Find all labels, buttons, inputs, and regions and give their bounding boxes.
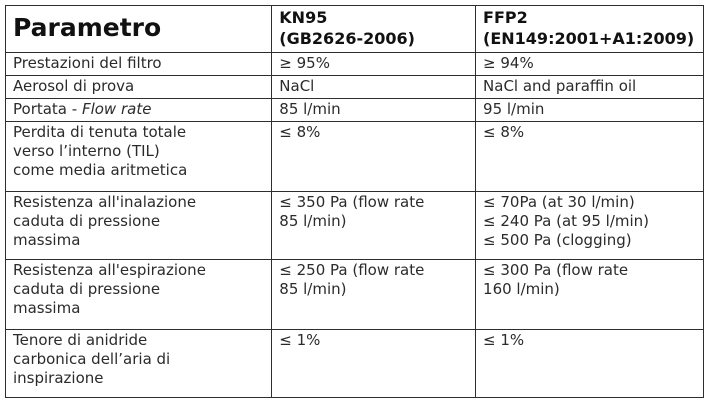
row-param: Resistenza all'inalazione caduta di pressione massima (6, 192, 272, 260)
header-param: Parametro (6, 6, 272, 53)
header-kn95: KN95 (GB2626-2006) (272, 6, 476, 53)
table-row (6, 192, 704, 260)
row-param: Tenore di anidride carbonica dell’aria di inspirazione (6, 330, 272, 398)
row-kn95: ≤ 1% (272, 330, 476, 398)
row-kn95: ≤ 350 Pa (flow rate 85 l/min) (272, 192, 476, 260)
table-row (6, 330, 704, 398)
row-kn95: 85 l/min (272, 99, 476, 122)
row-kn95: ≤ 8% (272, 122, 476, 192)
table-row (6, 76, 704, 99)
table-header-row (6, 6, 704, 53)
row-kn95: NaCl (272, 76, 476, 99)
row-param: Perdita di tenuta totale verso l’interno (TIL) come media aritmetica (6, 122, 272, 192)
row-ffp2: ≤ 70Pa (at 30 l/min) ≤ 240 Pa (at 95 l/min) ≤ 500 Pa (clogging) (476, 192, 704, 260)
row-ffp2: NaCl and paraffin oil (476, 76, 704, 99)
table-row (6, 260, 704, 330)
header-ffp2: FFP2 (EN149:2001+A1:2009) (476, 6, 704, 53)
table-row (6, 53, 704, 76)
row-ffp2: 95 l/min (476, 99, 704, 122)
row-param-main: Portata - (13, 100, 82, 118)
row-param: Prestazioni del filtro (6, 53, 272, 76)
table-row (6, 99, 704, 122)
row-param: Resistenza all'espirazione caduta di pressione massima (6, 260, 272, 330)
row-ffp2: ≤ 300 Pa (flow rate 160 l/min) (476, 260, 704, 330)
row-param-italic: Flow rate (81, 100, 152, 118)
row-ffp2: ≤ 8% (476, 122, 704, 192)
row-kn95: ≤ 250 Pa (flow rate 85 l/min) (272, 260, 476, 330)
row-param: Aerosol di prova (6, 76, 272, 99)
row-param (6, 99, 272, 122)
row-ffp2: ≥ 94% (476, 53, 704, 76)
table-row (6, 122, 704, 192)
row-kn95: ≥ 95% (272, 53, 476, 76)
mask-comparison-table (5, 5, 704, 398)
row-ffp2: ≤ 1% (476, 330, 704, 398)
